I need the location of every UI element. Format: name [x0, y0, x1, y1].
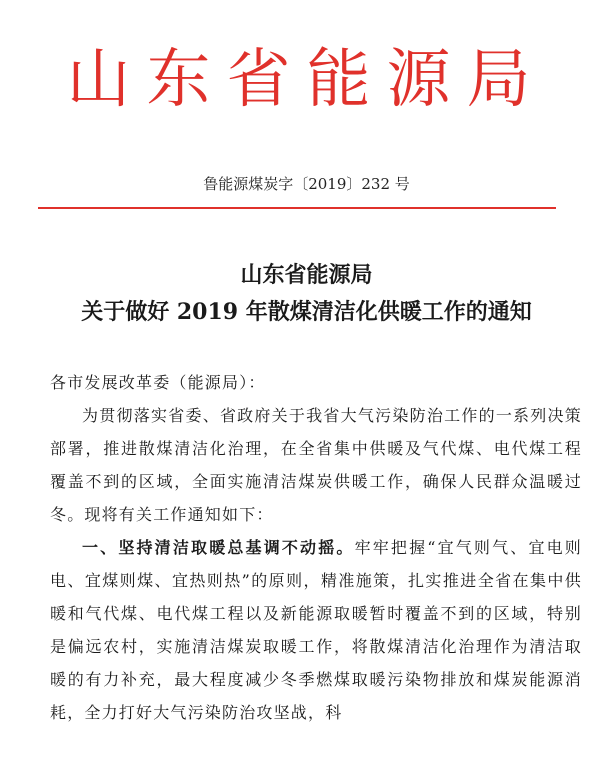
notice-title-line-1: 山东省能源局 — [240, 262, 373, 288]
red-divider-line — [38, 207, 556, 209]
document-number: 鲁能源煤炭字〔2019〕232 号 — [203, 175, 410, 193]
salutation: 各市发展改革委（能源局）： — [50, 373, 266, 392]
masthead-org-title: 山东省能源局 — [66, 43, 547, 117]
notice-body — [50, 366, 582, 729]
section-1-text: 牢牢把握“宜气则气、宜电则电、宜煤则煤、宜热则热”的原则，精准施策，扎实推进全省在集中供暖和气代煤、电代煤工程以及新能源取暖暂时覆盖不到的区域，特别是偏远农村，实施清洁煤炭取暖工作，将散煤清洁化治理作为清洁取暖的有力补充，最大程度减少冬季燃煤取暖污染物排放和煤炭能源消耗，全力打好大气污染防治攻坚战，科 — [50, 538, 582, 722]
paragraph-section-1 — [50, 531, 582, 729]
notice-title-line-2: 关于做好 2019 年散煤清洁化供暖工作的通知 — [81, 299, 532, 325]
paragraph-intro: 为贯彻落实省委、省政府关于我省大气污染防治工作的一系列决策部署，推进散煤清洁化治理，在全省集中供暖及气代煤、电代煤工程覆盖不到的区域，全面实施清洁煤炭供暖工作，确保人民群众温暖过冬。现将有关工作通知如下： — [50, 406, 582, 524]
section-1-heading: 一、坚持清洁取暖总基调不动摇。 — [82, 538, 355, 557]
